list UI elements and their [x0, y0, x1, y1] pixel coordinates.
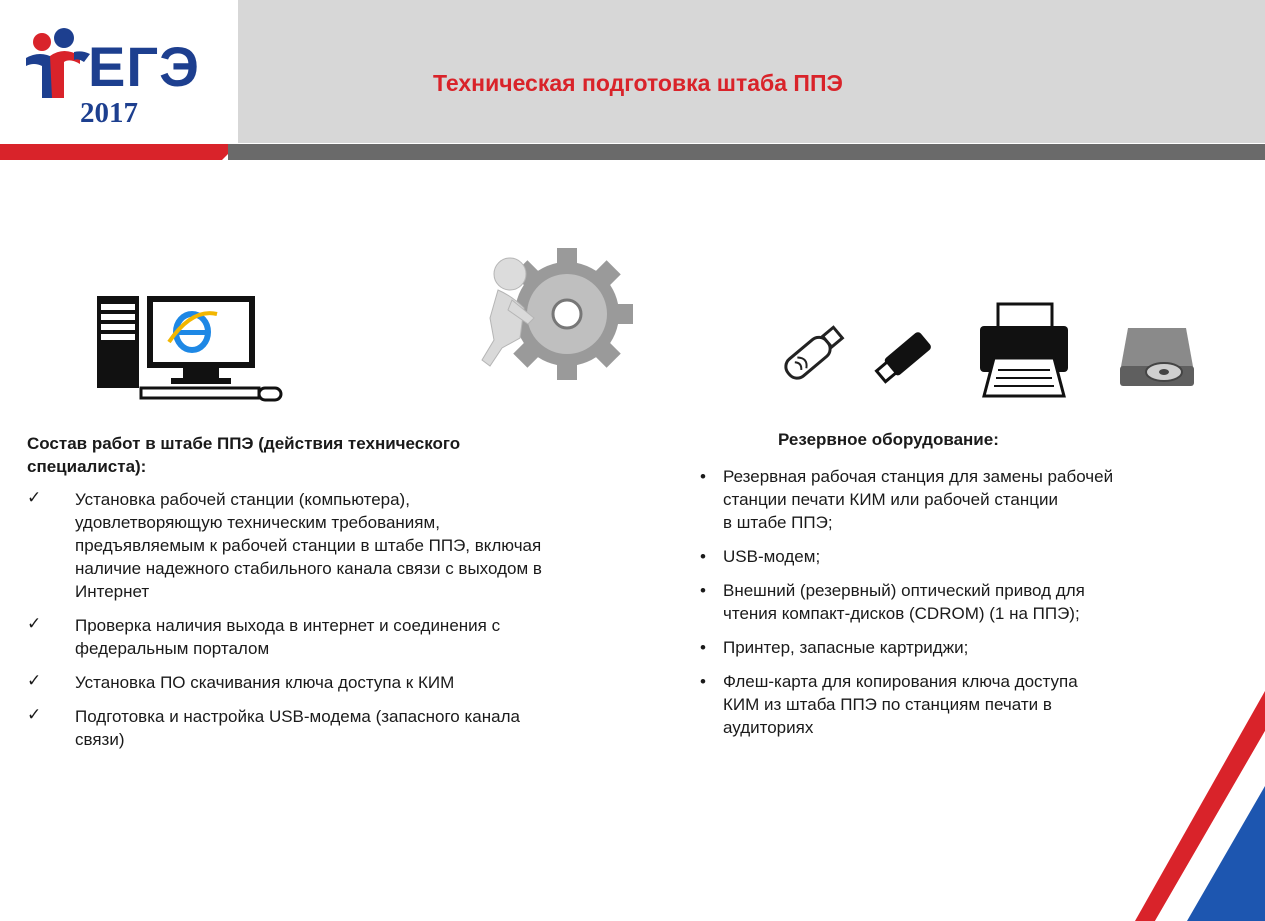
- list-item: ✓ Установка ПО скачивания ключа доступа к КИМ: [27, 671, 455, 692]
- flash-drive-icon: [872, 328, 936, 386]
- logo-year: 2017: [80, 97, 138, 129]
- bullet: •: [700, 672, 706, 691]
- dark-stripe: [228, 144, 1265, 160]
- equipment-list: [700, 465, 1200, 750]
- left-heading: Состав работ в штабе ППЭ (действия технического специалиста):: [27, 434, 461, 476]
- checkmark-icon: ✓: [27, 671, 42, 691]
- bullet: •: [700, 581, 706, 600]
- list-item: ✓ Подготовка и настройка USB-модема (запасного канала связи): [27, 705, 520, 749]
- usb-modem-icon: [778, 320, 850, 388]
- checkmark-icon: ✓: [27, 488, 42, 508]
- list-item: • Флеш-карта для копирования ключа доступа КИМ из штаба ППЭ по станциям печати в аудиториях: [700, 672, 1078, 737]
- list-item: • Внешний (резервный) оптический привод для чтения компакт-дисков (CDROM) (1 на ППЭ);: [700, 581, 1085, 623]
- bullet: •: [700, 547, 706, 566]
- bullet: •: [700, 638, 706, 657]
- gear-man-icon: [472, 248, 642, 383]
- list-item: • Принтер, запасные картриджи;: [700, 638, 969, 657]
- checkmark-icon: ✓: [27, 705, 42, 725]
- list-item: • USB-модем;: [700, 547, 821, 566]
- logo-text: ЕГЭ: [88, 35, 200, 98]
- flag-stripes: [1135, 691, 1265, 921]
- red-stripe: [0, 144, 238, 160]
- computer-icon: [95, 294, 285, 404]
- page-title: Техническая подготовка штаба ППЭ: [433, 70, 843, 96]
- list-item: ✓ Проверка наличия выхода в интернет и соединения с федеральным порталом: [27, 614, 501, 658]
- list-item: ✓ Установка рабочей станции (компьютера), удовлетворяющую техническим требованиям, предъявляемым к рабочей станции в штабе ППЭ, включая наличие надежного стабильного канала связи с выходом в Интернет: [27, 488, 542, 601]
- work-list: [27, 488, 647, 762]
- right-heading: Резервное оборудование:: [778, 430, 999, 449]
- checkmark-icon: ✓: [27, 614, 42, 634]
- list-item: • Резервная рабочая станция для замены рабочей станции печати КИМ или рабочей станции в штабе ППЭ;: [700, 467, 1114, 532]
- bullet: •: [700, 467, 706, 486]
- printer-icon: [978, 302, 1070, 398]
- optical-drive-icon: [1118, 322, 1196, 388]
